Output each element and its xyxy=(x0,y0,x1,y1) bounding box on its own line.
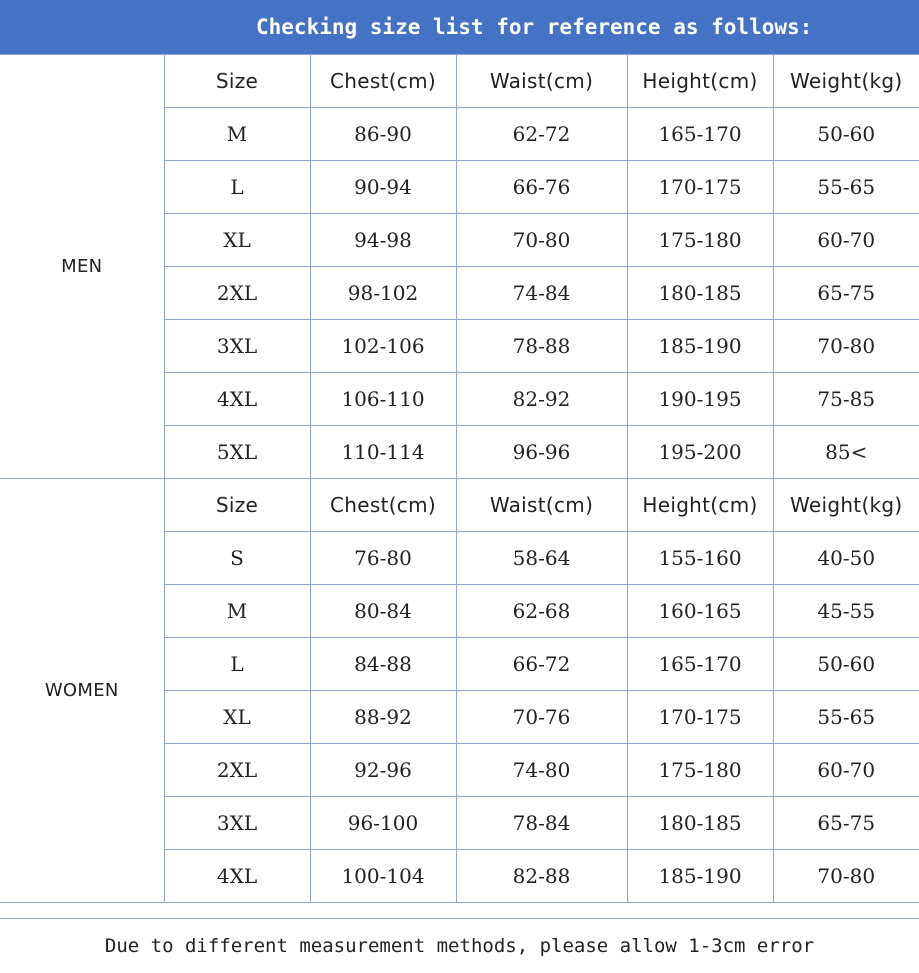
table-cell: 84-88 xyxy=(310,638,456,691)
table-cell: 185-190 xyxy=(627,850,773,903)
size-chart-table xyxy=(0,54,919,903)
title-banner xyxy=(0,0,919,54)
table-cell: 5XL xyxy=(164,426,310,479)
table-cell: 45-55 xyxy=(773,585,919,638)
table-cell: 106-110 xyxy=(310,373,456,426)
table-cell: 60-70 xyxy=(773,214,919,267)
table-cell: 88-92 xyxy=(310,691,456,744)
table-cell: 160-165 xyxy=(627,585,773,638)
column-header: Waist(cm) xyxy=(456,55,627,108)
table-cell: 96-100 xyxy=(310,797,456,850)
table-cell: 70-80 xyxy=(456,214,627,267)
column-header: Size xyxy=(164,55,310,108)
table-cell: 82-92 xyxy=(456,373,627,426)
column-header: Chest(cm) xyxy=(310,479,456,532)
column-header: Weight(kg) xyxy=(773,479,919,532)
table-cell: 62-72 xyxy=(456,108,627,161)
table-cell: 175-180 xyxy=(627,214,773,267)
table-cell: 4XL xyxy=(164,850,310,903)
table-cell: 98-102 xyxy=(310,267,456,320)
table-cell: 76-80 xyxy=(310,532,456,585)
table-cell: 3XL xyxy=(164,320,310,373)
column-header: Waist(cm) xyxy=(456,479,627,532)
table-cell: 65-75 xyxy=(773,797,919,850)
table-cell: 180-185 xyxy=(627,797,773,850)
group-label: MEN xyxy=(0,55,164,479)
table-cell: 3XL xyxy=(164,797,310,850)
table-cell: 90-94 xyxy=(310,161,456,214)
table-cell: L xyxy=(164,638,310,691)
table-cell: 190-195 xyxy=(627,373,773,426)
table-cell: 85< xyxy=(773,426,919,479)
table-cell: 75-85 xyxy=(773,373,919,426)
table-cell: 170-175 xyxy=(627,691,773,744)
table-cell: 165-170 xyxy=(627,108,773,161)
table-cell: 80-84 xyxy=(310,585,456,638)
table-cell: 175-180 xyxy=(627,744,773,797)
table-cell: 74-80 xyxy=(456,744,627,797)
column-header: Height(cm) xyxy=(627,55,773,108)
table-cell: 70-76 xyxy=(456,691,627,744)
table-cell: 100-104 xyxy=(310,850,456,903)
table-cell: 70-80 xyxy=(773,320,919,373)
table-cell: 40-50 xyxy=(773,532,919,585)
column-header: Weight(kg) xyxy=(773,55,919,108)
table-cell: 102-106 xyxy=(310,320,456,373)
table-cell: 78-84 xyxy=(456,797,627,850)
table-cell: 170-175 xyxy=(627,161,773,214)
table-cell: 62-68 xyxy=(456,585,627,638)
table-cell: 155-160 xyxy=(627,532,773,585)
table-cell: 74-84 xyxy=(456,267,627,320)
table-cell: 82-88 xyxy=(456,850,627,903)
table-cell: 50-60 xyxy=(773,108,919,161)
column-header-row xyxy=(0,479,919,532)
table-cell: S xyxy=(164,532,310,585)
table-cell: 55-65 xyxy=(773,691,919,744)
table-cell: 50-60 xyxy=(773,638,919,691)
table-cell: 92-96 xyxy=(310,744,456,797)
group-label: WOMEN xyxy=(0,479,164,903)
table-cell: 60-70 xyxy=(773,744,919,797)
table-cell: 110-114 xyxy=(310,426,456,479)
table-cell: 180-185 xyxy=(627,267,773,320)
table-cell: 65-75 xyxy=(773,267,919,320)
table-cell: 165-170 xyxy=(627,638,773,691)
table-cell: 94-98 xyxy=(310,214,456,267)
column-header: Chest(cm) xyxy=(310,55,456,108)
table-cell: 96-96 xyxy=(456,426,627,479)
table-cell: 55-65 xyxy=(773,161,919,214)
column-header: Height(cm) xyxy=(627,479,773,532)
table-cell: 70-80 xyxy=(773,850,919,903)
table-cell: 66-72 xyxy=(456,638,627,691)
table-cell: 58-64 xyxy=(456,532,627,585)
table-cell: 78-88 xyxy=(456,320,627,373)
table-cell: 2XL xyxy=(164,744,310,797)
table-cell: 4XL xyxy=(164,373,310,426)
column-header: Size xyxy=(164,479,310,532)
table-cell: 195-200 xyxy=(627,426,773,479)
table-cell: L xyxy=(164,161,310,214)
table-cell: 86-90 xyxy=(310,108,456,161)
table-cell: 185-190 xyxy=(627,320,773,373)
table-cell: 2XL xyxy=(164,267,310,320)
page-title: Checking size list for reference as follows: xyxy=(256,15,813,39)
footer-note: Due to different measurement methods, please allow 1-3cm error xyxy=(0,918,919,973)
table-cell: XL xyxy=(164,214,310,267)
table-cell: M xyxy=(164,585,310,638)
table-cell: 66-76 xyxy=(456,161,627,214)
column-header-row xyxy=(0,55,919,108)
table-cell: M xyxy=(164,108,310,161)
table-cell: XL xyxy=(164,691,310,744)
